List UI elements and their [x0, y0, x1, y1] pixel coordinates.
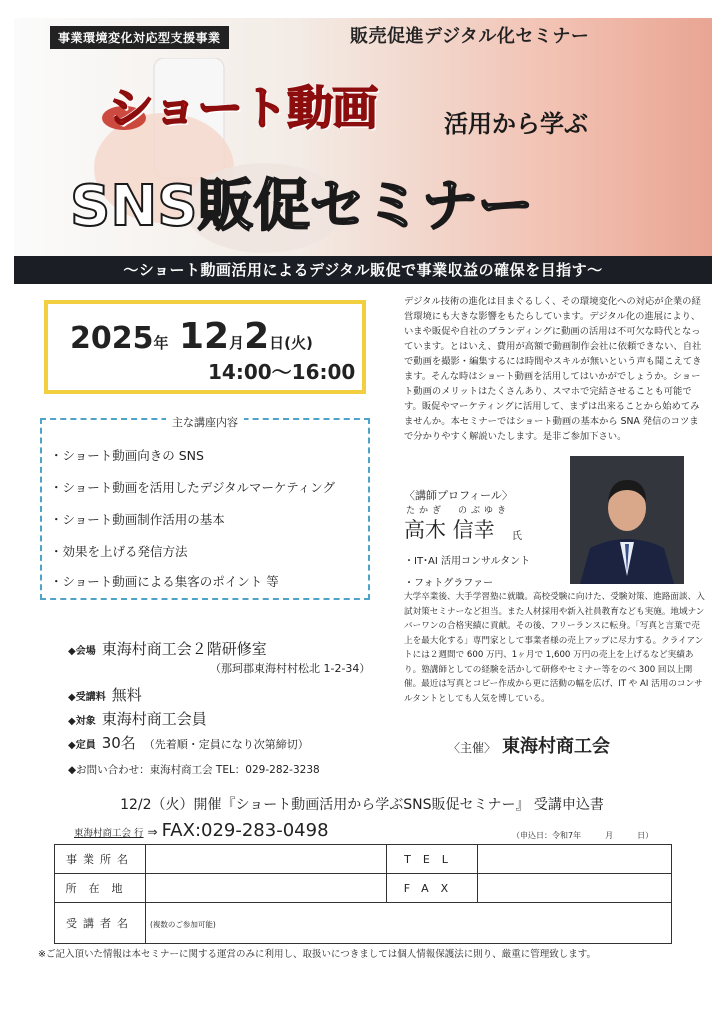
course-title: 主な講座内容	[166, 416, 244, 429]
table-row	[55, 874, 672, 903]
fee-row	[68, 684, 142, 705]
course-item: ・ショート動画向きの SNS	[50, 448, 204, 463]
event-time: 14:00〜16:00	[208, 360, 356, 384]
date-box	[44, 300, 366, 394]
organizer	[448, 732, 610, 758]
subheadline-bar: 〜ショート動画活用によるデジタル販促で事業収益の確保を目指す〜	[14, 256, 712, 284]
target-value: 東海村商工会員	[101, 710, 207, 728]
capacity-label: ◆定員	[68, 740, 96, 751]
attendee-label: 受講者名	[55, 903, 146, 944]
application-date: （申込日：令和7年 月 日）	[512, 831, 654, 840]
target-label: ◆対象	[68, 716, 96, 727]
course-item: ・ショート動画を活用したデジタルマーケティング	[50, 480, 336, 495]
application-form-table	[54, 844, 672, 944]
fax-number: FAX:029-283-0498	[161, 820, 329, 841]
instructor-name-kana: たかぎ のぶゆき	[406, 506, 511, 516]
arrow-right-icon: ⇒	[147, 825, 158, 839]
date-year-suffix: 年	[153, 334, 169, 352]
capacity-row	[68, 732, 309, 753]
capacity-value: 30名	[101, 734, 136, 752]
company-field[interactable]	[146, 845, 387, 874]
intro-text: デジタル技術の進化は目まぐるしく、その環境変化への対応が企業の経営環境にも大きな影響をもたらしています。デジタル化の進展により、いまや販促や自社のブランディングに動画の活用は不可欠な時代となっています。とはいえ、費用が高額で動画制作会社に依頼できない、自社で動画を撮影・編集するには時間やスキルが無いという声も聞こえてきます。そんな時はショート動画を活用してはいかがでしょうか。ショート動画のメリットはたくさんあり、スマホで完結させることも可能です。販促やマーケティングに活用して、まずは出来ることから始めてみませんか。本セミナーではショート動画の基本から SNA 発信のコツまで分かりやすく解説いたします。是非ご参加下さい。	[404, 296, 702, 442]
instructor-role: ・フォトグラファー	[404, 578, 494, 589]
instructor-name: 高木 信幸	[404, 518, 495, 542]
instructor-role: ・IT･AI 活用コンサルタント	[404, 556, 531, 567]
instructor-bio: 大学卒業後、大手学習塾に就職。高校受験に向けた、受験対策、進路面談、入試対策セミナーなど担当。また人材採用や新入社員教育なども実施。地域ナンバーワンの合格実績に貢献。その後、フリーランスに転身。「写真と言葉で売上を最大化する」専門家として事業者様の売上アップに尽力する。クライアントには２週間で 600 万円、1ヶ月で 1,600 万円の売上を上げるなど実績あり。塾講師としての経験を活かして研修やセミナー等をのべ 300 回以上開催。最近は写真とコピー作成から更に活動の幅を広げ、IT や AI 活用のコンサルタントとしても人気を博している。	[404, 592, 705, 704]
attendee-note: (複数のご参加可能)	[150, 919, 216, 929]
fax-line	[74, 820, 329, 841]
profile-label: 〈講師プロフィール〉	[404, 489, 513, 502]
fee-label: ◆受講料	[68, 692, 106, 703]
person-silhouette-icon	[570, 456, 684, 584]
date-month-suffix: 月	[229, 334, 245, 352]
address-field[interactable]	[146, 874, 387, 903]
venue-value: 東海村商工会２階研修室	[101, 640, 267, 658]
organizer-name: 東海村商工会	[502, 736, 611, 757]
tel-field[interactable]	[478, 845, 672, 874]
capacity-note: （先着順・定員になり次第締切）	[143, 738, 309, 751]
title-subtext: 活用から学ぶ	[444, 110, 588, 138]
venue-address: （那珂郡東海村村松北 1-2-34）	[210, 662, 371, 675]
fax-recipient: 東海村商工会 行	[74, 828, 144, 839]
attendee-field[interactable]	[146, 903, 672, 944]
date-day: 2	[244, 316, 270, 357]
date-day-suffix: 日(火)	[269, 334, 313, 352]
fax-field[interactable]	[478, 874, 672, 903]
tel-label: TEL	[387, 845, 478, 874]
privacy-footnote: ※ご記入頂いた情報は本セミナーに関する運営のみに利用し、取扱いにつきましては個人情報保護法に則り、厳重に管理致します。	[38, 949, 597, 960]
application-form-title: 12/2（火）開催『ショート動画活用から学ぶSNS販促セミナー』 受講申込書	[120, 797, 604, 813]
instructor-photo	[570, 456, 684, 584]
table-row	[55, 903, 672, 944]
address-label: 所在地	[55, 874, 146, 903]
event-date	[70, 316, 313, 357]
company-label: 事業所名	[55, 845, 146, 874]
venue-label: ◆会場	[68, 646, 96, 657]
inquiry-contact: ◆お問い合わせ：東海村商工会 TEL：029-282-3238	[68, 764, 320, 776]
seminar-category: 販売促進デジタル化セミナー	[350, 26, 590, 47]
course-item: ・ショート動画制作活用の基本	[50, 512, 225, 527]
date-year: 2025	[70, 321, 154, 356]
course-box	[40, 418, 370, 600]
table-row	[55, 845, 672, 874]
course-item: ・効果を上げる発信方法	[50, 544, 188, 559]
organizer-label: 〈主催〉	[448, 741, 497, 755]
instructor-honorific: 氏	[512, 531, 522, 542]
title-main: SNS販促セミナー	[70, 174, 534, 239]
fax-label: FAX	[387, 874, 478, 903]
venue-row	[68, 638, 267, 659]
date-month: 12	[178, 316, 230, 357]
program-tag: 事業環境変化対応型支援事業	[50, 26, 229, 49]
course-item: ・ショート動画による集客のポイント 等	[50, 574, 279, 589]
title-short-video: ショート動画	[108, 81, 378, 135]
target-row	[68, 708, 207, 729]
fee-value: 無料	[111, 686, 142, 704]
